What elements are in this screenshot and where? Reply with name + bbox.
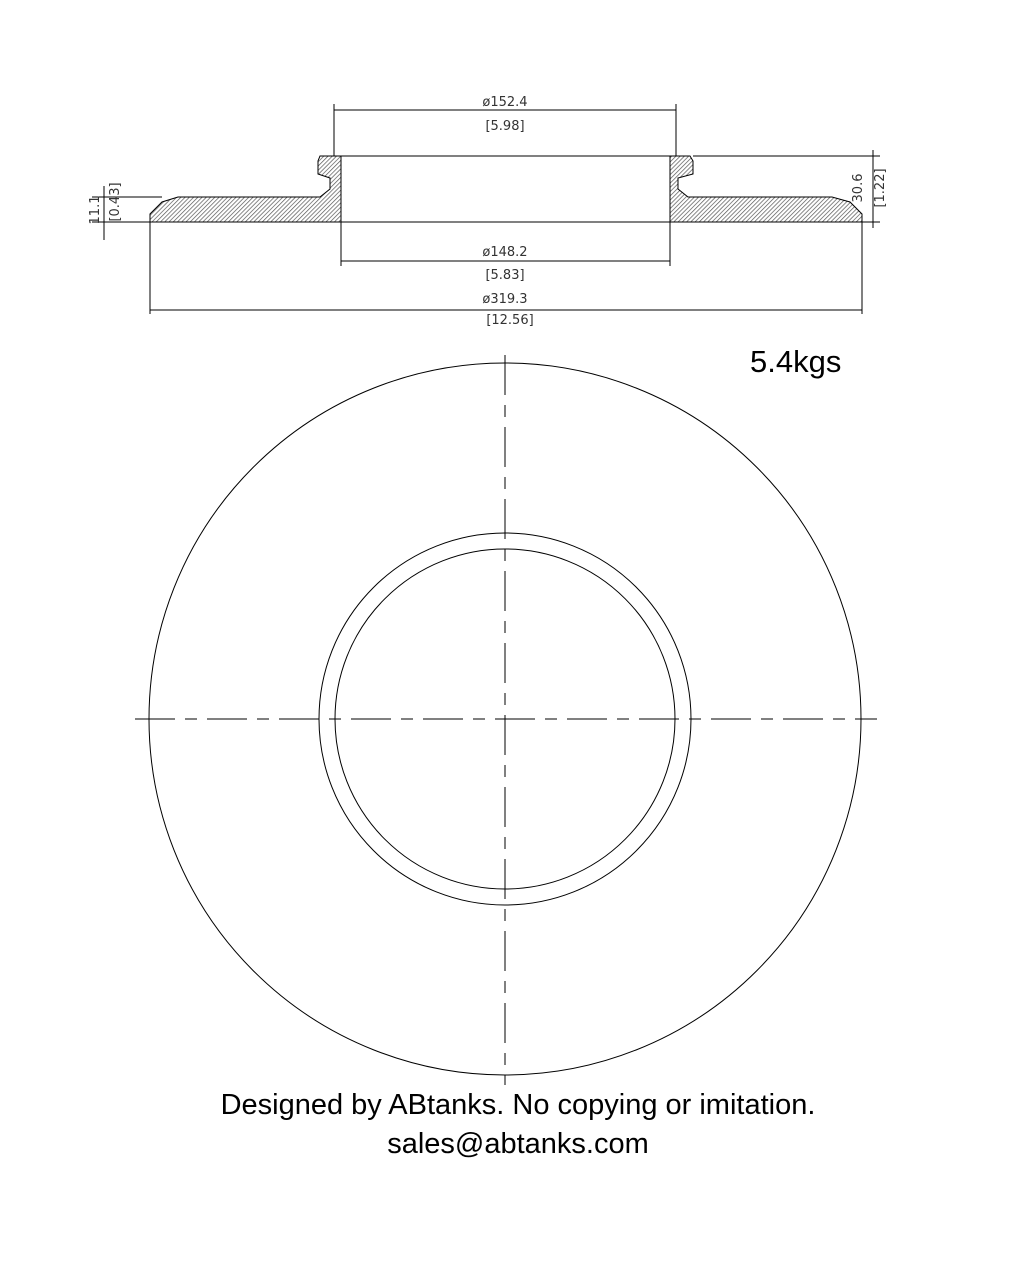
dim-outer-inch: [12.56] <box>486 313 534 328</box>
footer-line-1: Designed by ABtanks. No copying or imitation. <box>220 1089 816 1121</box>
dim-bore-diameter: ø148.2 <box>482 245 528 260</box>
dim-top-diameter: ø152.4 <box>482 95 528 110</box>
dim-outer-diameter: ø319.3 <box>482 292 528 307</box>
dim-top-inch: [5.98] <box>485 119 525 134</box>
dim-thickness-inch: [0.43] <box>108 182 123 222</box>
dim-height-mm: 30.6 <box>851 173 866 203</box>
footer-line-2: sales@abtanks.com <box>387 1128 649 1160</box>
plan-view <box>135 355 877 1085</box>
dim-thickness-mm: 11.1 <box>88 195 103 225</box>
section-right-profile <box>670 156 862 222</box>
weight-label: 5.4kgs <box>750 344 842 379</box>
side-view <box>88 95 888 328</box>
dim-bore-inch: [5.83] <box>485 268 525 283</box>
dim-height-inch: [1.22] <box>873 168 888 208</box>
section-left-profile <box>150 156 341 222</box>
